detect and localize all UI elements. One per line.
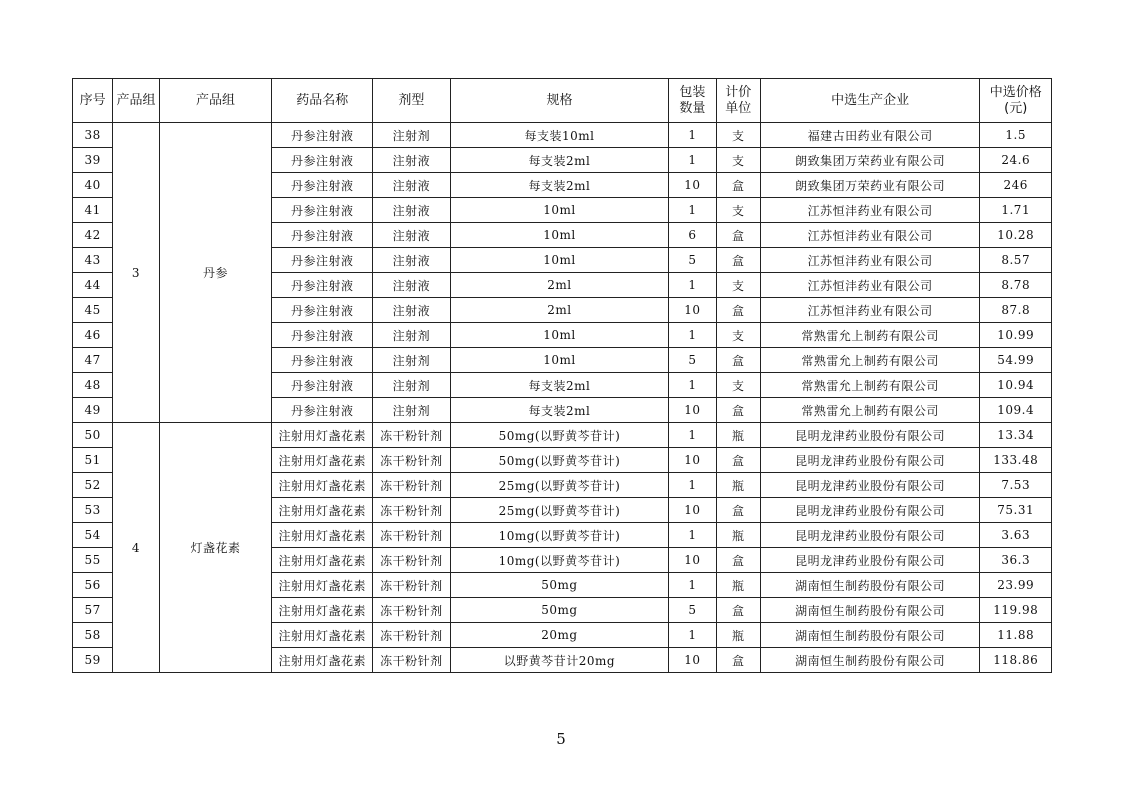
cell-selected-price: 1.71 [980, 198, 1052, 223]
header-package-quantity-line1: 包装 [679, 84, 706, 100]
cell-serial-no: 47 [73, 348, 113, 373]
cell-drug-name: 注射用灯盏花素 [272, 598, 373, 623]
cell-dosage-form: 冻干粉针剂 [373, 523, 451, 548]
cell-dosage-form: 注射剂 [373, 373, 451, 398]
cell-specification: 每支装2ml [450, 173, 669, 198]
cell-manufacturer: 常熟雷允上制药有限公司 [760, 373, 980, 398]
cell-serial-no: 57 [73, 598, 113, 623]
cell-serial-no: 39 [73, 148, 113, 173]
cell-specification: 以野黄芩苷计20mg [450, 648, 669, 673]
header-package-quantity [669, 79, 716, 123]
cell-manufacturer: 常熟雷允上制药有限公司 [760, 323, 980, 348]
header-dosage-form: 剂型 [373, 79, 451, 123]
cell-selected-price: 118.86 [980, 648, 1052, 673]
cell-dosage-form: 注射剂 [373, 123, 451, 148]
cell-pricing-unit: 支 [716, 323, 760, 348]
cell-manufacturer: 湖南恒生制药股份有限公司 [760, 648, 980, 673]
header-selected-price [980, 79, 1052, 123]
table-row [73, 423, 1052, 448]
cell-manufacturer: 江苏恒沣药业有限公司 [760, 223, 980, 248]
cell-dosage-form: 冻干粉针剂 [373, 423, 451, 448]
cell-package-quantity: 1 [669, 323, 716, 348]
cell-drug-name: 丹参注射液 [272, 223, 373, 248]
cell-manufacturer: 江苏恒沣药业有限公司 [760, 248, 980, 273]
header-serial-no: 序号 [73, 79, 113, 123]
cell-package-quantity: 6 [669, 223, 716, 248]
header-selected-price-line1: 中选价格 [989, 84, 1042, 100]
cell-manufacturer: 江苏恒沣药业有限公司 [760, 273, 980, 298]
cell-dosage-form: 冻干粉针剂 [373, 573, 451, 598]
cell-pricing-unit: 瓶 [716, 573, 760, 598]
cell-manufacturer: 昆明龙津药业股份有限公司 [760, 498, 980, 523]
cell-drug-name: 丹参注射液 [272, 323, 373, 348]
cell-package-quantity: 10 [669, 498, 716, 523]
cell-pricing-unit: 瓶 [716, 473, 760, 498]
cell-serial-no: 59 [73, 648, 113, 673]
cell-package-quantity: 1 [669, 573, 716, 598]
cell-package-quantity: 10 [669, 298, 716, 323]
cell-drug-name: 丹参注射液 [272, 348, 373, 373]
cell-selected-price: 133.48 [980, 448, 1052, 473]
cell-package-quantity: 10 [669, 448, 716, 473]
cell-specification: 50mg [450, 598, 669, 623]
cell-drug-name: 注射用灯盏花素 [272, 548, 373, 573]
header-pricing-unit-line1: 计价 [725, 84, 752, 100]
cell-manufacturer: 湖南恒生制药股份有限公司 [760, 598, 980, 623]
cell-serial-no: 55 [73, 548, 113, 573]
cell-product-group-name: 灯盏花素 [159, 423, 272, 673]
cell-selected-price: 87.8 [980, 298, 1052, 323]
cell-drug-name: 注射用灯盏花素 [272, 648, 373, 673]
cell-specification: 2ml [450, 298, 669, 323]
cell-serial-no: 56 [73, 573, 113, 598]
cell-serial-no: 46 [73, 323, 113, 348]
table-body [73, 123, 1052, 673]
cell-package-quantity: 5 [669, 598, 716, 623]
cell-specification: 10ml [450, 198, 669, 223]
cell-serial-no: 42 [73, 223, 113, 248]
cell-dosage-form: 注射液 [373, 273, 451, 298]
cell-drug-name: 丹参注射液 [272, 173, 373, 198]
cell-specification: 50mg(以野黄芩苷计) [450, 423, 669, 448]
cell-drug-name: 注射用灯盏花素 [272, 448, 373, 473]
cell-drug-name: 丹参注射液 [272, 373, 373, 398]
cell-selected-price: 13.34 [980, 423, 1052, 448]
cell-package-quantity: 1 [669, 198, 716, 223]
cell-manufacturer: 湖南恒生制药股份有限公司 [760, 623, 980, 648]
cell-selected-price: 11.88 [980, 623, 1052, 648]
cell-selected-price: 36.3 [980, 548, 1052, 573]
cell-pricing-unit: 盒 [716, 398, 760, 423]
header-selected-price-line2: (元) [1004, 100, 1028, 116]
header-drug-name: 药品名称 [272, 79, 373, 123]
cell-drug-name: 丹参注射液 [272, 148, 373, 173]
cell-drug-name: 丹参注射液 [272, 398, 373, 423]
header-package-quantity-line2: 数量 [679, 100, 706, 116]
cell-manufacturer: 朗致集团万荣药业有限公司 [760, 148, 980, 173]
cell-specification: 10ml [450, 248, 669, 273]
cell-selected-price: 109.4 [980, 398, 1052, 423]
cell-pricing-unit: 盒 [716, 298, 760, 323]
cell-selected-price: 54.99 [980, 348, 1052, 373]
cell-manufacturer: 常熟雷允上制药有限公司 [760, 398, 980, 423]
cell-pricing-unit: 盒 [716, 498, 760, 523]
cell-pricing-unit: 盒 [716, 348, 760, 373]
header-product-group-name: 产品组 [159, 79, 272, 123]
cell-drug-name: 丹参注射液 [272, 198, 373, 223]
cell-pricing-unit: 盒 [716, 598, 760, 623]
cell-package-quantity: 10 [669, 548, 716, 573]
cell-specification: 20mg [450, 623, 669, 648]
cell-specification: 10ml [450, 323, 669, 348]
cell-manufacturer: 昆明龙津药业股份有限公司 [760, 423, 980, 448]
cell-dosage-form: 注射剂 [373, 323, 451, 348]
cell-drug-name: 注射用灯盏花素 [272, 498, 373, 523]
cell-dosage-form: 注射液 [373, 173, 451, 198]
cell-package-quantity: 1 [669, 623, 716, 648]
cell-serial-no: 44 [73, 273, 113, 298]
cell-specification: 25mg(以野黄芩苷计) [450, 498, 669, 523]
cell-pricing-unit: 支 [716, 273, 760, 298]
cell-serial-no: 53 [73, 498, 113, 523]
cell-serial-no: 51 [73, 448, 113, 473]
cell-serial-no: 45 [73, 298, 113, 323]
cell-serial-no: 58 [73, 623, 113, 648]
cell-dosage-form: 注射液 [373, 198, 451, 223]
table-header-row [73, 79, 1052, 123]
cell-serial-no: 38 [73, 123, 113, 148]
cell-selected-price: 23.99 [980, 573, 1052, 598]
cell-selected-price: 8.57 [980, 248, 1052, 273]
header-specification: 规格 [450, 79, 669, 123]
cell-manufacturer: 朗致集团万荣药业有限公司 [760, 173, 980, 198]
cell-drug-name: 注射用灯盏花素 [272, 423, 373, 448]
cell-selected-price: 10.99 [980, 323, 1052, 348]
cell-drug-name: 注射用灯盏花素 [272, 623, 373, 648]
cell-dosage-form: 注射剂 [373, 348, 451, 373]
cell-dosage-form: 冻干粉针剂 [373, 448, 451, 473]
cell-selected-price: 8.78 [980, 273, 1052, 298]
table-row [73, 123, 1052, 148]
cell-specification: 50mg(以野黄芩苷计) [450, 448, 669, 473]
cell-specification: 50mg [450, 573, 669, 598]
cell-pricing-unit: 支 [716, 373, 760, 398]
cell-specification: 2ml [450, 273, 669, 298]
cell-pricing-unit: 盒 [716, 223, 760, 248]
cell-package-quantity: 1 [669, 123, 716, 148]
cell-serial-no: 48 [73, 373, 113, 398]
cell-dosage-form: 注射液 [373, 148, 451, 173]
cell-dosage-form: 冻干粉针剂 [373, 498, 451, 523]
cell-selected-price: 3.63 [980, 523, 1052, 548]
cell-dosage-form: 冻干粉针剂 [373, 648, 451, 673]
cell-specification: 10mg(以野黄芩苷计) [450, 548, 669, 573]
cell-package-quantity: 5 [669, 348, 716, 373]
cell-manufacturer: 昆明龙津药业股份有限公司 [760, 473, 980, 498]
cell-dosage-form: 冻干粉针剂 [373, 598, 451, 623]
drug-price-table [72, 78, 1052, 673]
cell-manufacturer: 昆明龙津药业股份有限公司 [760, 548, 980, 573]
cell-pricing-unit: 盒 [716, 648, 760, 673]
cell-serial-no: 54 [73, 523, 113, 548]
cell-manufacturer: 福建古田药业有限公司 [760, 123, 980, 148]
cell-dosage-form: 注射液 [373, 248, 451, 273]
cell-manufacturer: 江苏恒沣药业有限公司 [760, 298, 980, 323]
cell-package-quantity: 10 [669, 173, 716, 198]
cell-drug-name: 注射用灯盏花素 [272, 523, 373, 548]
cell-drug-name: 注射用灯盏花素 [272, 573, 373, 598]
cell-serial-no: 49 [73, 398, 113, 423]
cell-dosage-form: 注射剂 [373, 398, 451, 423]
cell-serial-no: 50 [73, 423, 113, 448]
cell-manufacturer: 昆明龙津药业股份有限公司 [760, 448, 980, 473]
cell-specification: 每支装2ml [450, 398, 669, 423]
cell-dosage-form: 冻干粉针剂 [373, 623, 451, 648]
cell-package-quantity: 1 [669, 273, 716, 298]
cell-pricing-unit: 盒 [716, 548, 760, 573]
cell-pricing-unit: 支 [716, 198, 760, 223]
cell-pricing-unit: 瓶 [716, 623, 760, 648]
cell-manufacturer: 湖南恒生制药股份有限公司 [760, 573, 980, 598]
cell-dosage-form: 冻干粉针剂 [373, 473, 451, 498]
cell-serial-no: 52 [73, 473, 113, 498]
cell-drug-name: 丹参注射液 [272, 248, 373, 273]
cell-package-quantity: 1 [669, 473, 716, 498]
cell-dosage-form: 注射液 [373, 223, 451, 248]
cell-package-quantity: 1 [669, 148, 716, 173]
cell-specification: 每支装2ml [450, 373, 669, 398]
header-manufacturer: 中选生产企业 [760, 79, 980, 123]
cell-serial-no: 41 [73, 198, 113, 223]
cell-selected-price: 10.94 [980, 373, 1052, 398]
cell-selected-price: 24.6 [980, 148, 1052, 173]
header-pricing-unit [716, 79, 760, 123]
cell-package-quantity: 1 [669, 523, 716, 548]
cell-pricing-unit: 盒 [716, 448, 760, 473]
cell-serial-no: 40 [73, 173, 113, 198]
header-product-group-number: 产品组 [113, 79, 159, 123]
cell-pricing-unit: 支 [716, 123, 760, 148]
cell-specification: 每支装2ml [450, 148, 669, 173]
cell-pricing-unit: 瓶 [716, 523, 760, 548]
cell-package-quantity: 10 [669, 648, 716, 673]
cell-selected-price: 75.31 [980, 498, 1052, 523]
cell-specification: 每支装10ml [450, 123, 669, 148]
cell-package-quantity: 1 [669, 423, 716, 448]
cell-specification: 10ml [450, 348, 669, 373]
cell-specification: 10ml [450, 223, 669, 248]
cell-selected-price: 246 [980, 173, 1052, 198]
cell-manufacturer: 常熟雷允上制药有限公司 [760, 348, 980, 373]
header-pricing-unit-line2: 单位 [725, 100, 752, 116]
cell-pricing-unit: 盒 [716, 248, 760, 273]
cell-package-quantity: 5 [669, 248, 716, 273]
cell-package-quantity: 10 [669, 398, 716, 423]
cell-drug-name: 丹参注射液 [272, 273, 373, 298]
cell-package-quantity: 1 [669, 373, 716, 398]
cell-product-group-name: 丹参 [159, 123, 272, 423]
page-number: 5 [556, 730, 566, 748]
cell-drug-name: 丹参注射液 [272, 123, 373, 148]
cell-pricing-unit: 支 [716, 148, 760, 173]
cell-specification: 10mg(以野黄芩苷计) [450, 523, 669, 548]
cell-specification: 25mg(以野黄芩苷计) [450, 473, 669, 498]
cell-drug-name: 丹参注射液 [272, 298, 373, 323]
cell-serial-no: 43 [73, 248, 113, 273]
cell-pricing-unit: 瓶 [716, 423, 760, 448]
cell-selected-price: 1.5 [980, 123, 1052, 148]
cell-product-group-number: 4 [113, 423, 159, 673]
cell-manufacturer: 昆明龙津药业股份有限公司 [760, 523, 980, 548]
cell-selected-price: 10.28 [980, 223, 1052, 248]
cell-manufacturer: 江苏恒沣药业有限公司 [760, 198, 980, 223]
cell-dosage-form: 冻干粉针剂 [373, 548, 451, 573]
cell-selected-price: 7.53 [980, 473, 1052, 498]
cell-drug-name: 注射用灯盏花素 [272, 473, 373, 498]
cell-selected-price: 119.98 [980, 598, 1052, 623]
cell-dosage-form: 注射液 [373, 298, 451, 323]
cell-pricing-unit: 盒 [716, 173, 760, 198]
cell-product-group-number: 3 [113, 123, 159, 423]
